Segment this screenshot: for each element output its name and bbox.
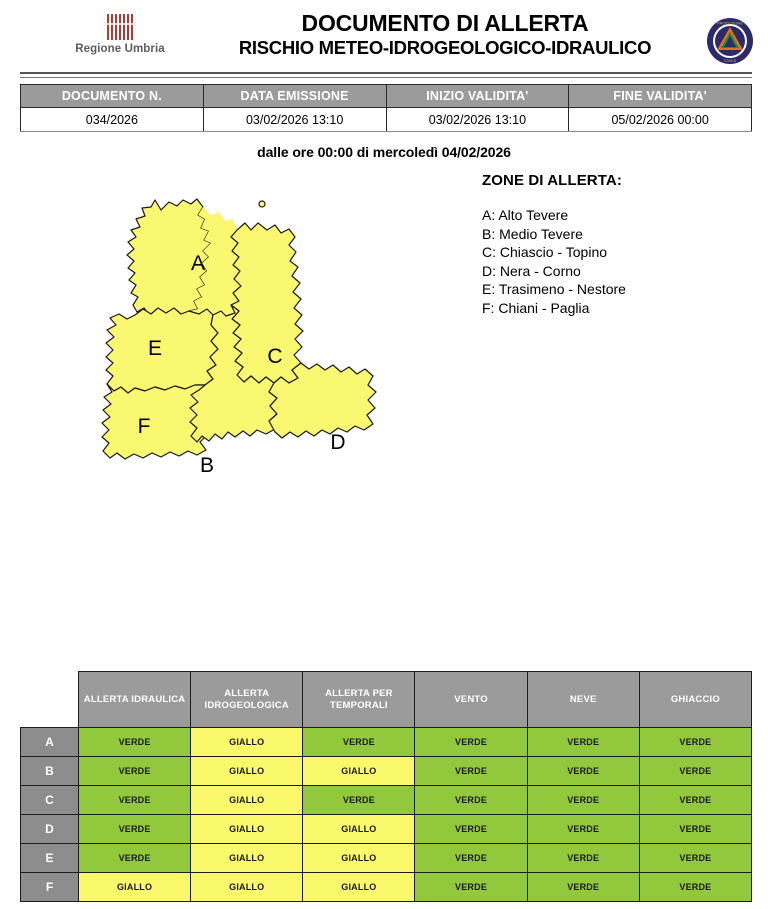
matrix-cell: VERDE bbox=[639, 844, 751, 873]
map-zone-label-E: E bbox=[147, 337, 163, 360]
legend-item-C: C: Chiascio - Topino bbox=[482, 244, 608, 261]
protezione-civile-badge-icon bbox=[706, 17, 754, 65]
matrix-cell: VERDE bbox=[79, 844, 191, 873]
matrix-cell: VERDE bbox=[415, 786, 527, 815]
matrix-row bbox=[21, 873, 752, 902]
matrix-cell: GIALLO bbox=[191, 786, 303, 815]
matrix-cell: VERDE bbox=[79, 757, 191, 786]
map-zone-label-C: C bbox=[267, 345, 283, 368]
matrix-cell: GIALLO bbox=[191, 757, 303, 786]
matrix-cell: VERDE bbox=[415, 844, 527, 873]
matrix-row bbox=[21, 815, 752, 844]
matrix-zone-label-C: C bbox=[21, 786, 79, 815]
matrix-cell: VERDE bbox=[303, 786, 415, 815]
legend-item-D: D: Nera - Corno bbox=[482, 262, 581, 279]
alert-matrix-table bbox=[20, 671, 752, 902]
matrix-cell: VERDE bbox=[639, 873, 751, 902]
validity-statement: dalle ore 00:00 di mercoledì 04/02/2026 bbox=[257, 144, 511, 160]
matrix-cell: GIALLO bbox=[191, 873, 303, 902]
matrix-cell: VERDE bbox=[639, 728, 751, 757]
matrix-cell: GIALLO bbox=[191, 815, 303, 844]
doc-table-header-row bbox=[21, 85, 752, 108]
matrix-cell: VERDE bbox=[79, 728, 191, 757]
matrix-zone-label-D: D bbox=[21, 815, 79, 844]
matrix-cell: VERDE bbox=[415, 728, 527, 757]
regione-umbria-logo bbox=[42, 14, 198, 55]
matrix-cell: GIALLO bbox=[191, 844, 303, 873]
matrix-cell: VERDE bbox=[415, 873, 527, 902]
svg-text:PROTEZIONE: PROTEZIONE bbox=[716, 20, 744, 26]
map-zone-label-B: B bbox=[199, 454, 215, 477]
matrix-cell: VERDE bbox=[639, 786, 751, 815]
doc-value-data-emissione: 03/02/2026 13:10 bbox=[203, 108, 386, 132]
umbria-alert-zones-map bbox=[85, 185, 415, 570]
matrix-cell: VERDE bbox=[79, 786, 191, 815]
matrix-zone-label-E: E bbox=[21, 844, 79, 873]
matrix-zone-label-F: F bbox=[21, 873, 79, 902]
map-zone-label-D: D bbox=[330, 431, 346, 454]
map-island-marker bbox=[259, 201, 265, 207]
matrix-body bbox=[21, 728, 752, 902]
matrix-col-vento: VENTO bbox=[415, 672, 527, 728]
svg-text:CIVILE: CIVILE bbox=[723, 58, 737, 63]
matrix-header-row bbox=[21, 672, 752, 728]
matrix-cell: GIALLO bbox=[303, 757, 415, 786]
header-rule-thick bbox=[20, 72, 752, 74]
matrix-cell: GIALLO bbox=[303, 844, 415, 873]
doc-col-inizio-validita: INIZIO VALIDITA' bbox=[386, 85, 569, 108]
doc-table-bottom-rule bbox=[20, 131, 752, 132]
legend-item-B: B: Medio Tevere bbox=[482, 225, 583, 242]
doc-value-fine-validita: 05/02/2026 00:00 bbox=[569, 108, 752, 132]
doc-value-numero: 034/2026 bbox=[21, 108, 204, 132]
matrix-cell: VERDE bbox=[527, 844, 639, 873]
doc-table-value-row bbox=[21, 108, 752, 132]
matrix-cell: VERDE bbox=[527, 815, 639, 844]
matrix-cell: VERDE bbox=[527, 757, 639, 786]
matrix-cell: VERDE bbox=[639, 757, 751, 786]
matrix-row bbox=[21, 728, 752, 757]
doc-col-fine-validita: FINE VALIDITA' bbox=[569, 85, 752, 108]
title-subtitle: RISCHIO METEO-IDROGEOLOGICO-IDRAULICO bbox=[238, 37, 652, 58]
matrix-cell: VERDE bbox=[303, 728, 415, 757]
map-zone-label-F: F bbox=[137, 415, 151, 438]
matrix-cell: VERDE bbox=[415, 757, 527, 786]
doc-value-inizio-validita: 03/02/2026 13:10 bbox=[386, 108, 569, 132]
document-header bbox=[0, 0, 768, 78]
regione-umbria-label: Regione Umbria bbox=[75, 43, 165, 55]
matrix-col-ghiaccio: GHIACCIO bbox=[639, 672, 751, 728]
matrix-zone-label-B: B bbox=[21, 757, 79, 786]
matrix-cell: VERDE bbox=[639, 815, 751, 844]
matrix-cell: GIALLO bbox=[303, 873, 415, 902]
legend-item-F: F: Chiani - Paglia bbox=[482, 299, 590, 316]
matrix-col-allerta-per-temporali: ALLERTA PER TEMPORALI bbox=[303, 672, 415, 728]
umbria-stripes-logo-icon bbox=[107, 14, 133, 40]
matrix-row bbox=[21, 757, 752, 786]
matrix-cell: GIALLO bbox=[79, 873, 191, 902]
matrix-col-allerta-idraulica: ALLERTA IDRAULICA bbox=[79, 672, 191, 728]
matrix-corner-cell bbox=[21, 672, 79, 728]
header-rule-thin bbox=[20, 77, 752, 78]
matrix-cell: VERDE bbox=[527, 728, 639, 757]
doc-col-numero: DOCUMENTO N. bbox=[21, 85, 204, 108]
matrix-cell: GIALLO bbox=[191, 728, 303, 757]
matrix-row bbox=[21, 786, 752, 815]
alert-zones-legend bbox=[482, 172, 752, 318]
document-info-table bbox=[20, 84, 752, 132]
title-main: DOCUMENTO DI ALLERTA bbox=[301, 10, 589, 36]
matrix-cell: VERDE bbox=[415, 815, 527, 844]
matrix-cell: VERDE bbox=[527, 786, 639, 815]
legend-title: ZONE DI ALLERTA: bbox=[482, 172, 622, 189]
doc-col-data-emissione: DATA EMISSIONE bbox=[203, 85, 386, 108]
matrix-col-neve: NEVE bbox=[527, 672, 639, 728]
matrix-cell: VERDE bbox=[79, 815, 191, 844]
matrix-col-allerta-idrogeologica: ALLERTA IDROGEOLOGICA bbox=[191, 672, 303, 728]
matrix-zone-label-A: A bbox=[21, 728, 79, 757]
matrix-cell: VERDE bbox=[527, 873, 639, 902]
legend-item-A: A: Alto Tevere bbox=[482, 207, 569, 223]
legend-item-E: E: Trasimeno - Nestore bbox=[482, 281, 626, 298]
map-zone-label-A: A bbox=[190, 252, 206, 275]
matrix-row bbox=[21, 844, 752, 873]
matrix-cell: GIALLO bbox=[303, 815, 415, 844]
page-title bbox=[200, 10, 690, 59]
